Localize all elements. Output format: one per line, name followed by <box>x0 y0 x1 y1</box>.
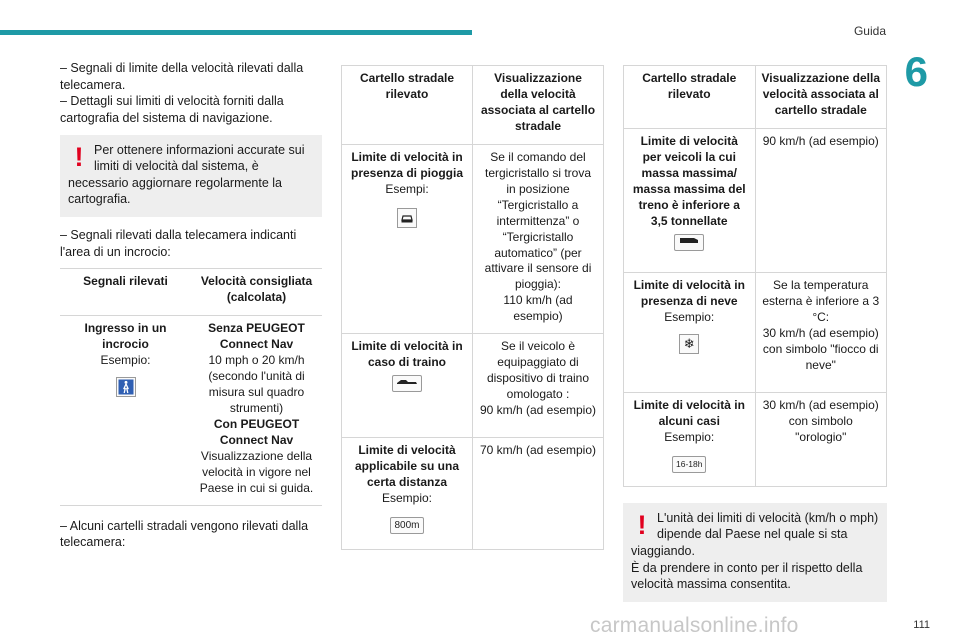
note-text: Per ottenere informazioni accurate sui limiti di velocità dal sistema, è necessario aggiornare regolarmente la cartografia. <box>68 142 305 207</box>
line: – Segnali di limite della velocità rilevati dalla telecamera. <box>60 61 304 92</box>
cameras-text: – Alcuni cartelli stradali vengono rilevati dalla telecamera: <box>60 518 309 550</box>
table-cell <box>755 272 887 392</box>
section-title: Guida <box>853 24 886 38</box>
sign-name: Limite di velocità in alcuni casi <box>633 397 745 428</box>
chapter-number: 6 <box>904 48 928 95</box>
column-right <box>623 65 887 612</box>
table-header: Cartello stradale rilevato <box>342 66 473 145</box>
warning-icon: ! <box>637 509 647 540</box>
speed-value: 30 km/h (ad esempio) con simbolo "fiocco di neve" <box>762 325 879 372</box>
table-cell <box>624 128 756 272</box>
table-header: Visualizzazione della velocità associata al cartello stradale <box>473 66 604 145</box>
paragraph <box>60 60 322 127</box>
table-cell <box>342 438 473 550</box>
column-left <box>60 60 322 557</box>
example-label: Esempio: <box>664 309 715 324</box>
sign-name: Limite di velocità in presenza di neve <box>633 277 745 308</box>
table-cell <box>624 392 756 486</box>
condition-text: Se la temperatura esterna è inferiore a 3 °C: <box>762 277 880 324</box>
speed-text: Visualizzazione della velocità in vigore nel Paese in cui si guida. <box>199 448 314 495</box>
signs-table <box>623 65 887 487</box>
speed-text: 10 mph o 20 km/h (secondo l'unità di misura sul quadro strumenti) <box>208 353 305 415</box>
example-label: Esempio: <box>100 353 151 368</box>
speed-value: 70 km/h (ad esempio) <box>479 443 597 458</box>
table-row <box>624 128 887 272</box>
snowflake-icon: ❄ <box>679 334 699 354</box>
table-header: Visualizzazione della velocità associata al cartello stradale <box>755 66 887 129</box>
table-row <box>624 272 887 392</box>
table-cell <box>60 316 191 505</box>
table-cell <box>755 392 887 486</box>
signs-table <box>341 65 604 550</box>
table-cell <box>473 144 604 333</box>
pedestrian-crossing-icon <box>116 377 136 397</box>
warning-icon: ! <box>74 141 84 172</box>
table-header: Segnali rilevati <box>60 269 191 316</box>
table-cell <box>473 334 604 438</box>
table-cell <box>755 128 887 272</box>
sign-name: Limite di velocità in caso di traino <box>351 339 463 370</box>
table-row <box>60 316 322 505</box>
watermark: carmanualsonline.info <box>590 614 799 637</box>
table-header: Cartello stradale rilevato <box>624 66 756 129</box>
table-row <box>342 438 604 550</box>
sign-name: Limite di velocità in presenza di pioggia <box>350 149 464 180</box>
table-header: Velocità consigliata (calcolata) <box>191 269 322 316</box>
example-label: Esempio: <box>381 491 433 506</box>
wiper-icon <box>397 208 417 228</box>
sign-name: Limite di velocità per veicoli la cui massa massima/ massa massima del treno è inferiore a 3,5 tonnellate <box>632 133 746 228</box>
sign-name: Limite di velocità applicabile su una certa distanza <box>354 443 460 490</box>
speed-value: 90 km/h (ad esempio) <box>762 133 879 148</box>
table-cell <box>473 438 604 550</box>
table-row <box>624 392 887 486</box>
time-panel-icon: 16-18h <box>672 456 706 473</box>
line: – Dettagli sui limiti di velocità forniti dalla cartografia del sistema di navigazione. <box>60 94 284 125</box>
note-text: L'unità dei limiti di velocità (km/h o mph) dipende dal Paese nel quale si sta viaggiando. <box>631 510 879 559</box>
note-text: È da prendere in conto per il rispetto della velocità massima consentita. <box>631 560 863 592</box>
truck-weight-icon <box>674 234 704 251</box>
table-cell <box>342 144 473 333</box>
table-cell <box>624 272 756 392</box>
table-cell <box>191 316 322 505</box>
condition-text: Se il comando del tergicristallo si trova in posizione “Tergicristallo a intermittenza” o “Tergicristallo automatico” (per attivare il sensore di pioggia): <box>484 149 592 292</box>
table-cell <box>342 334 473 438</box>
trailer-icon <box>392 375 422 392</box>
example-label: Esempio: <box>664 429 715 444</box>
column-middle <box>341 65 604 550</box>
table-row <box>342 334 604 438</box>
table-row <box>342 144 604 333</box>
speed-value: 30 km/h (ad esempio) con simbolo "orologio" <box>762 397 879 444</box>
sign-name: Ingresso in un incrocio <box>84 321 167 352</box>
warning-note <box>623 503 887 602</box>
speed-value: 90 km/h (ad esempio) <box>479 403 597 418</box>
intersection-text: – Segnali rilevati dalla telecamera indicanti l'area di un incrocio: <box>60 228 297 259</box>
speed-title: Senza PEUGEOT Connect Nav <box>208 321 305 352</box>
speed-value: 110 km/h (ad esempio) <box>503 293 573 324</box>
header-accent-bar <box>0 30 472 35</box>
intersection-table <box>60 268 322 505</box>
distance-panel-icon: 800m <box>390 517 423 534</box>
condition-text: Se il veicolo è equipaggiato di dispositivo di traino omologato : <box>486 339 590 402</box>
page-number: 111 <box>913 619 930 631</box>
example-label: Esempi: <box>385 181 429 196</box>
warning-note <box>60 135 322 218</box>
speed-title: Con PEUGEOT Connect Nav <box>213 416 300 447</box>
